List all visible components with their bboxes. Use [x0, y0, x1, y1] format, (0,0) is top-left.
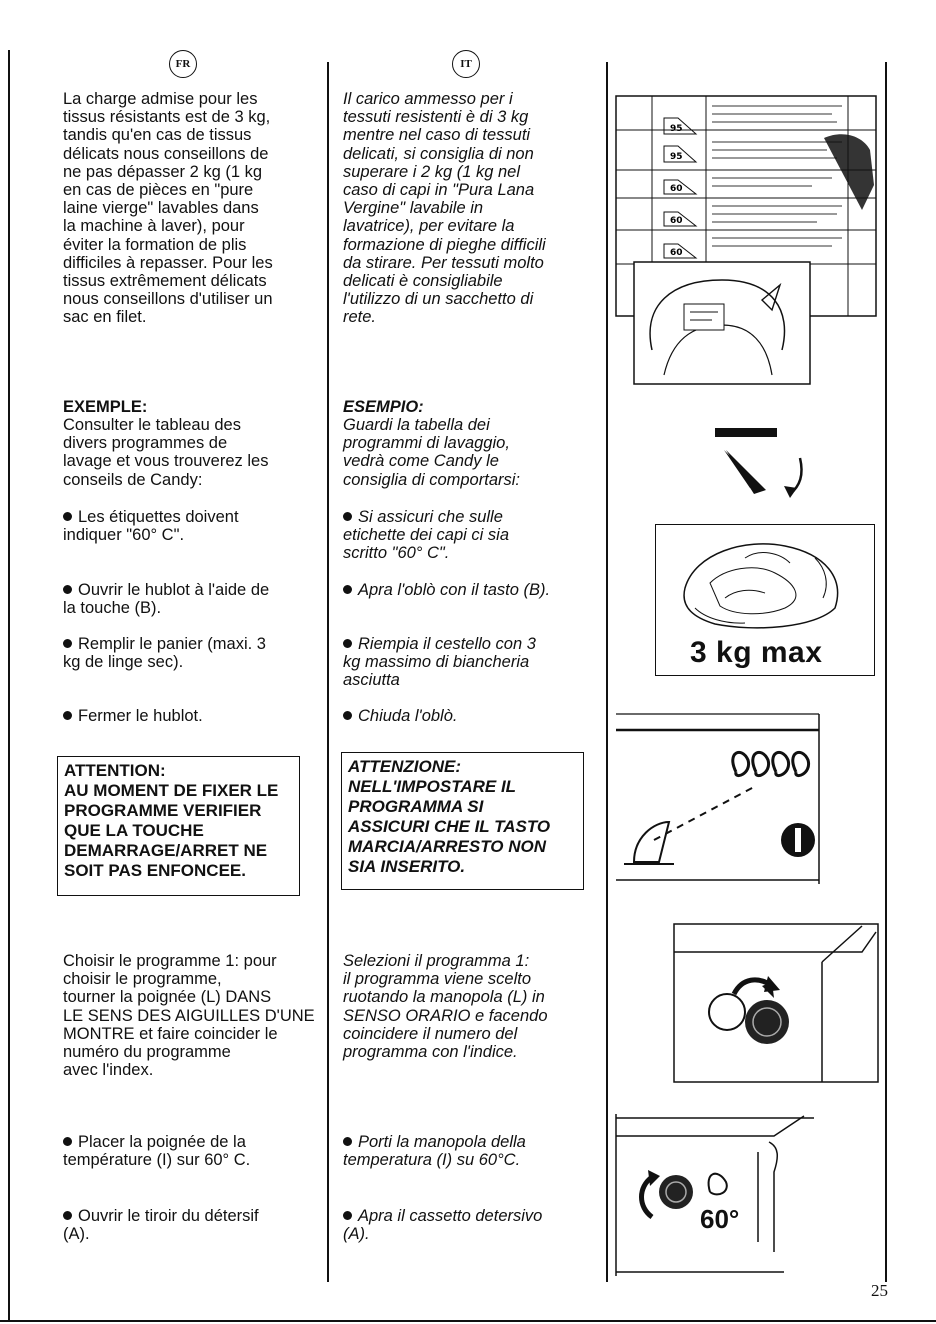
language-badge-it: IT — [452, 50, 480, 78]
it-step-detergent: Apra il cassetto detersivo (A). — [343, 1207, 598, 1243]
door-open-arrow-figure — [700, 420, 820, 510]
start-stop-figure — [614, 712, 824, 887]
fr-intro-paragraph: La charge admise pour les tissus résistants est de 3 kg, tandis qu'en cas de tissus délicats nous conseillons de ne pas dépasser 2 kg (1 kg en cas de pièces en "pure laine vierge" lavables dans la machine à laver), pour éviter la formation de plis difficiles à repasser. Pour les tissus extrêmement délicats nous conseillons d'utiliser un sac en filet. — [63, 90, 273, 327]
temperature-knob-figure — [614, 1112, 826, 1278]
it-intro-paragraph: Il carico ammesso per i tessuti resistenti è di 3 kg mentre nel caso di tessuti delicati, si consiglia di non superare i 2 kg (1 kg nel caso di capi in "Pura Lana Vergine" lavabile in lavatrice), per evitare la formazione di pieghe difficili da stirare. Per tessuti molto delicati è consigliabile l'utilizzo di un sacchetto di rete. — [343, 90, 546, 327]
program-table-figure — [612, 90, 880, 390]
bottom-rule — [0, 1320, 936, 1322]
it-attention-box: ATTENZIONE: NELL'IMPOSTARE IL PROGRAMMA SI ASSICURI CHE IL TASTO MARCIA/ARRESTO NON SIA INSERITO. — [341, 752, 584, 890]
table-temp-2: 95 — [670, 152, 683, 162]
column-rule-1 — [327, 62, 329, 1282]
program-knob-figure — [672, 922, 882, 1086]
page-number: 25 — [871, 1281, 888, 1300]
it-example-body: Guardi la tabella dei programmi di lavaggio, vedrà come Candy le consiglia di comportarsi: — [343, 416, 520, 489]
temperature-60-label: 60° — [700, 1204, 740, 1234]
it-step-temperature: Porti la manopola della temperatura (I) su 60°C. — [343, 1133, 598, 1169]
laundry-drawing — [665, 528, 865, 638]
fr-step-temperature: Placer la poignée de la température (I) sur 60° C. — [63, 1133, 313, 1169]
right-column-rule — [885, 62, 887, 1282]
fr-example-body: Consulter le tableau des divers programmes de lavage et vous trouverez les conseils de Candy: — [63, 416, 269, 489]
fr-step-detergent: Ouvrir le tiroir du détersif (A). — [63, 1207, 313, 1243]
fr-step-fill-drum: Remplir le panier (maxi. 3 kg de linge sec). — [63, 635, 313, 671]
fr-step-close-door: Fermer le hublot. — [63, 707, 313, 725]
table-temp-5: 60 — [670, 248, 683, 258]
table-temp-4: 60 — [670, 216, 683, 226]
it-step-close-door: Chiuda l'oblò. — [343, 707, 598, 725]
load-max-label: 3 kg max — [690, 636, 823, 669]
fr-step-open-door: Ouvrir le hublot à l'aide de la touche (B). — [63, 581, 323, 617]
table-temp-3: 60 — [670, 184, 683, 194]
language-badge-fr: FR — [169, 50, 197, 78]
it-step-fill-drum: Riempia il cestello con 3 kg massimo di biancheria asciutta — [343, 635, 598, 690]
column-rule-2 — [606, 62, 608, 1282]
left-margin-rule — [8, 50, 10, 1320]
fr-example-title: EXEMPLE: — [63, 398, 148, 416]
fr-program-paragraph: Choisir le programme 1: pour choisir le programme, tourner la poignée (L) DANS LE SENS DES AIGUILLES D'UNE MONTRE et faire coincider le numéro du programme avec l'index. — [63, 952, 315, 1080]
table-temp-1: 95 — [670, 124, 683, 134]
fr-step-labels: Les étiquettes doivent indiquer "60° C". — [63, 508, 313, 544]
it-example-title: ESEMPIO: — [343, 398, 424, 416]
it-program-paragraph: Selezioni il programma 1: il programma viene scelto ruotando la manopola (L) in SENSO ORARIO e facendo coincidere il numero del programma con l'indice. — [343, 952, 548, 1062]
it-step-labels: Si assicuri che sulle etichette dei capi ci sia scritto "60° C". — [343, 508, 598, 563]
fr-attention-box: ATTENTION: AU MOMENT DE FIXER LE PROGRAMME VERIFIER QUE LA TOUCHE DEMARRAGE/ARRET NE SOIT PAS ENFONCEE. — [57, 756, 300, 896]
it-step-open-door: Apra l'oblò con il tasto (B). — [343, 581, 603, 599]
